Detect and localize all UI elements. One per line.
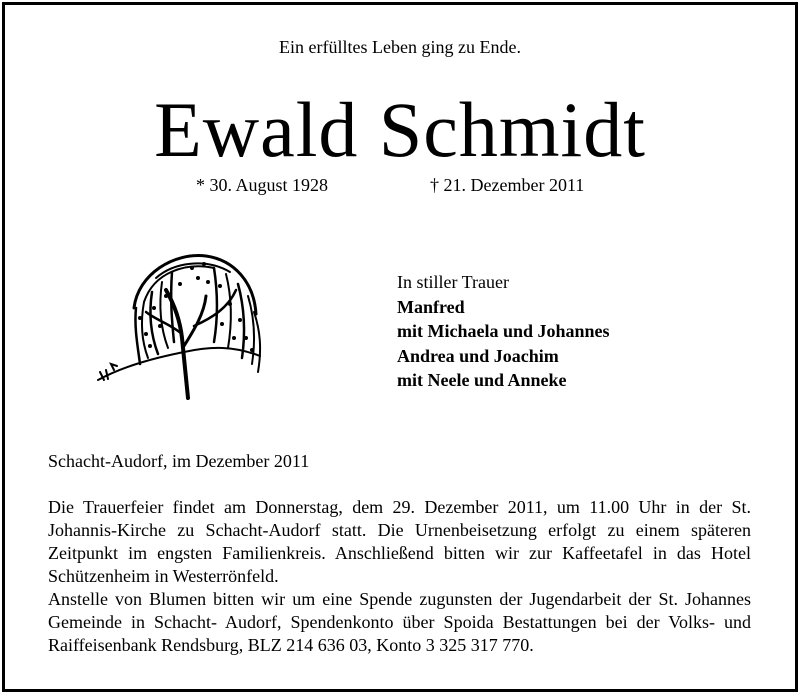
deceased-name: Ewald Schmidt bbox=[154, 86, 646, 173]
birth-date: * 30. August 1928 bbox=[196, 175, 329, 195]
willow-tree-icon bbox=[94, 238, 270, 404]
mourner-name: mit Michaela und Johannes bbox=[397, 321, 610, 341]
funeral-text: Die Trauerfeier findet am Donnerstag, dem 29. Dezember 2011, um 11.00 Uhr in der St. Johannis-Kirche zu Schacht-Audorf statt. Die Urnenbeisetzung erfolgt zu einem späteren Zeitpunkt im engsten Familienkreis. Anschließend bitten wir zur Kaffeetafel in das Hotel Schützenheim in Westerrönfeld. bbox=[48, 497, 751, 586]
funeral-details bbox=[48, 496, 751, 657]
intro-line: Ein erfülltes Leben ging zu Ende. bbox=[279, 37, 521, 57]
mourner-name: Manfred bbox=[397, 296, 465, 317]
mourner-name: Andrea und Joachim bbox=[397, 345, 559, 366]
mourners-block bbox=[397, 270, 610, 393]
donation-text: Anstelle von Blumen bitten wir um eine Spende zugunsten der Jugendarbeit der St. Johannes Gemeinde in Schacht- Audorf, Spendenkonto über Spoida Bestattungen bei der Volks- und Raiffeisenbank Rendsburg, BLZ 214 636 03, Konto 3 325 317 770. bbox=[48, 589, 751, 655]
death-date: † 21. Dezember 2011 bbox=[430, 175, 585, 195]
mourner-name: mit Neele und Anneke bbox=[397, 370, 567, 390]
place-date: Schacht-Audorf, im Dezember 2011 bbox=[48, 451, 310, 471]
mourning-lead: In stiller Trauer bbox=[397, 272, 509, 292]
